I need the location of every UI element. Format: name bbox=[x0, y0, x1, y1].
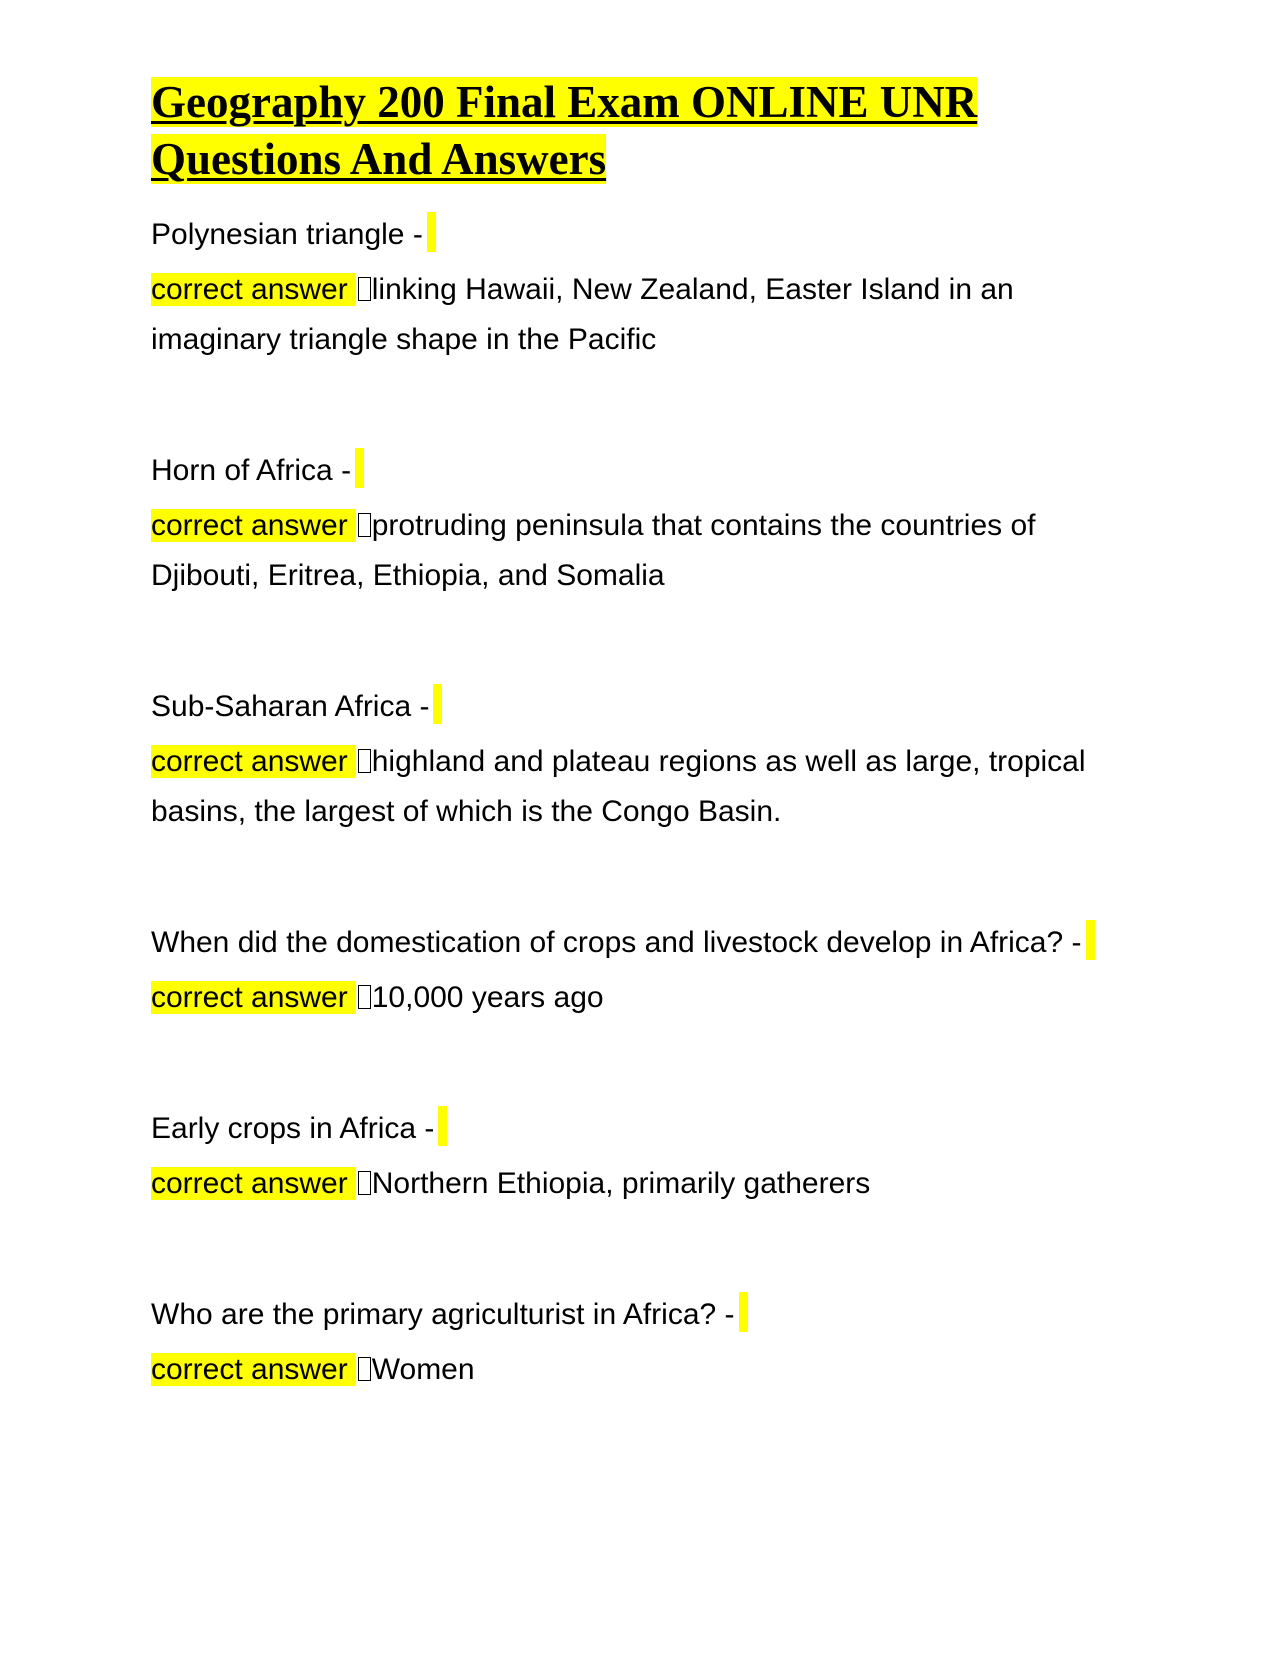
question bbox=[151, 682, 1111, 731]
answer bbox=[151, 737, 1111, 837]
qa-item bbox=[151, 1104, 1111, 1209]
answer-label: correct answer bbox=[151, 1167, 356, 1200]
answer-text: linking Hawaii, New Zealand, Easter Island in an imaginary triangle shape in the Pacific bbox=[151, 273, 1014, 356]
missing-glyph-icon bbox=[358, 1357, 371, 1381]
qa-item bbox=[151, 682, 1111, 837]
missing-glyph-icon bbox=[358, 1171, 371, 1195]
question-text: When did the domestication of crops and livestock develop in Africa? - bbox=[151, 926, 1082, 959]
highlight-marker bbox=[438, 1106, 447, 1146]
answer-label: correct answer bbox=[151, 273, 356, 306]
missing-glyph-icon bbox=[358, 513, 371, 537]
question bbox=[151, 446, 1111, 495]
answer-text: Northern Ethiopia, primarily gatherers bbox=[371, 1167, 871, 1200]
answer bbox=[151, 1345, 1111, 1395]
qa-item bbox=[151, 918, 1111, 1023]
qa-list bbox=[151, 210, 1111, 1395]
answer-text: highland and plateau regions as well as large, tropical basins, the largest of which is the Congo Basin. bbox=[151, 745, 1086, 828]
document-title-text: Geography 200 Final Exam ONLINE UNR Questions And Answers bbox=[151, 77, 978, 184]
question-text: Sub-Saharan Africa - bbox=[151, 690, 430, 723]
highlight-marker bbox=[427, 212, 436, 252]
highlight-marker bbox=[1086, 920, 1095, 960]
question-text: Horn of Africa - bbox=[151, 454, 352, 487]
document-content bbox=[151, 74, 1111, 1476]
answer-text: protruding peninsula that contains the countries of Djibouti, Eritrea, Ethiopia, and Somalia bbox=[151, 509, 1036, 592]
qa-item bbox=[151, 446, 1111, 601]
missing-glyph-icon bbox=[358, 985, 371, 1009]
question-text: Polynesian triangle - bbox=[151, 218, 423, 251]
answer-text: 10,000 years ago bbox=[371, 981, 604, 1014]
qa-item bbox=[151, 210, 1111, 365]
qa-item bbox=[151, 1290, 1111, 1395]
question bbox=[151, 1290, 1111, 1339]
answer-label: correct answer bbox=[151, 745, 356, 778]
missing-glyph-icon bbox=[358, 749, 371, 773]
answer bbox=[151, 265, 1111, 365]
question bbox=[151, 1104, 1111, 1153]
answer-label: correct answer bbox=[151, 1353, 356, 1386]
answer-label: correct answer bbox=[151, 509, 356, 542]
question-text: Who are the primary agriculturist in Africa? - bbox=[151, 1298, 735, 1331]
question bbox=[151, 210, 1111, 259]
highlight-marker bbox=[739, 1292, 748, 1332]
question bbox=[151, 918, 1111, 967]
answer-label: correct answer bbox=[151, 981, 356, 1014]
document-title bbox=[151, 74, 1111, 188]
answer-text: Women bbox=[371, 1353, 475, 1386]
question-text: Early crops in Africa - bbox=[151, 1112, 435, 1145]
highlight-marker bbox=[355, 448, 364, 488]
answer bbox=[151, 973, 1111, 1023]
answer bbox=[151, 501, 1111, 601]
highlight-marker bbox=[433, 684, 442, 724]
answer bbox=[151, 1159, 1111, 1209]
missing-glyph-icon bbox=[358, 277, 371, 301]
